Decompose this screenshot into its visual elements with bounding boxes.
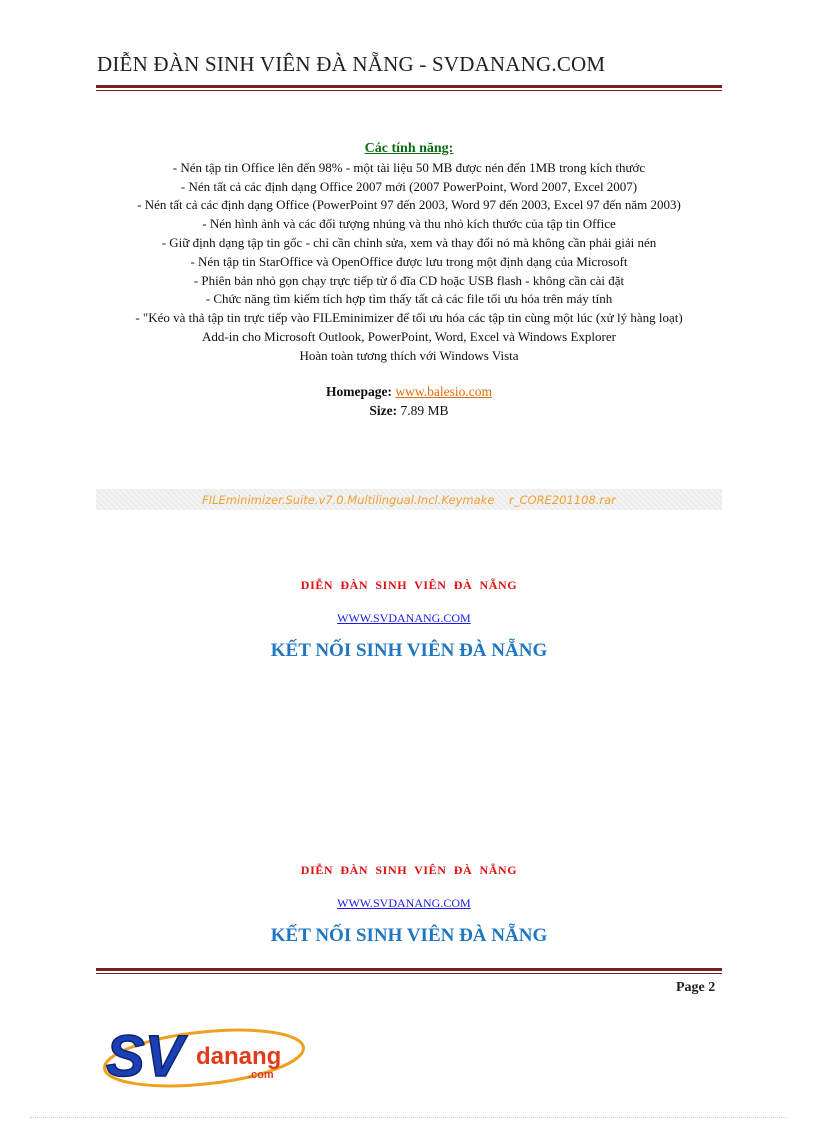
- page-header-title: DIỄN ĐÀN SINH VIÊN ĐÀ NẴNG - SVDANANG.COM: [97, 52, 606, 76]
- logo-com-text: .com: [248, 1069, 274, 1081]
- feature-item: - Chức năng tìm kiếm tích hợp tìm thấy tất cả các file tối ưu hóa trên máy tính: [205, 291, 613, 307]
- feature-item: - Nén tất cả các định dạng Office (PowerPoint 97 đến 2003, Word 97 đến 2003, Excel 97 đến năm 2003): [137, 197, 681, 213]
- svdanang-logo-graphic: [100, 1018, 310, 1090]
- svdanang-logo: [100, 1018, 310, 1094]
- feature-item: - Nén tập tin StarOffice và OpenOffice được lưu trong một định dạng của Microsoft: [190, 253, 628, 269]
- slogan: KẾT NỐI SINH VIÊN ĐÀ NẴNG: [270, 640, 548, 661]
- slogan: KẾT NỐI SINH VIÊN ĐÀ NẴNG: [270, 925, 548, 946]
- feature-item: Add-in cho Microsoft Outlook, PowerPoint, Word, Excel và Windows Explorer: [202, 328, 616, 344]
- site-link[interactable]: WWW.SVDANANG.COM: [337, 611, 471, 625]
- features-section: [96, 140, 722, 366]
- logo-sv-text: SV: [106, 1024, 184, 1089]
- header-rule: [96, 85, 722, 91]
- feature-item: - Giữ định dạng tập tin gốc - chỉ cần chỉnh sửa, xem và thay đổi nó mà không cần phải giải nén: [161, 234, 657, 250]
- feature-item: - Nén tập tin Office lên đến 98% - một tài liệu 50 MB được nén đến 1MB trong kích thước: [172, 159, 646, 175]
- page-number: Page 2: [676, 980, 716, 995]
- size-row: [96, 401, 722, 420]
- forum-name: DIỄN ĐÀN SINH VIÊN ĐÀ NẴNG: [300, 578, 518, 592]
- site-link[interactable]: WWW.SVDANANG.COM: [337, 896, 471, 910]
- download-filename[interactable]: FILEminimizer.Suite.v7.0.Multilingual.Incl.Keymake r_CORE201108.rar: [202, 493, 616, 507]
- promo-block-2: [96, 863, 722, 947]
- site-link-row: [96, 607, 722, 626]
- features-title: Các tính năng:: [364, 141, 454, 156]
- feature-item: Hoàn toàn tương thích với Windows Vista: [299, 347, 519, 363]
- homepage-link[interactable]: www.balesio.com: [395, 384, 492, 399]
- feature-item: - Nén tất cả các định dạng Office 2007 mới (2007 PowerPoint, Word 2007, Excel 2007): [180, 178, 638, 194]
- size-value: 7.89 MB: [400, 403, 449, 418]
- feature-item: - Nén hình ảnh và các đối tượng nhúng và thu nhỏ kích thước của tập tin Office: [202, 216, 616, 232]
- site-link-row: [96, 892, 722, 911]
- logo-danang-text: danang: [196, 1043, 282, 1070]
- download-meta: [96, 382, 722, 420]
- footer-rule: [96, 968, 722, 974]
- forum-name: DIỄN ĐÀN SINH VIÊN ĐÀ NẴNG: [300, 863, 518, 877]
- download-link-bar[interactable]: [96, 489, 722, 510]
- homepage-row: [96, 382, 722, 401]
- size-label: Size:: [369, 403, 398, 418]
- promo-block-1: [96, 578, 722, 662]
- feature-item: - "Kéo và thả tập tin trực tiếp vào FILEminimizer để tối ưu hóa các tập tin cùng một lúc (xử lý hàng loạt): [135, 310, 683, 326]
- homepage-label: Homepage:: [326, 384, 392, 399]
- feature-item: - Phiên bản nhỏ gọn chạy trực tiếp từ ổ đĩa CD hoặc USB flash - không cần cài đặt: [193, 272, 625, 288]
- footer-dotted-line: [30, 1117, 786, 1118]
